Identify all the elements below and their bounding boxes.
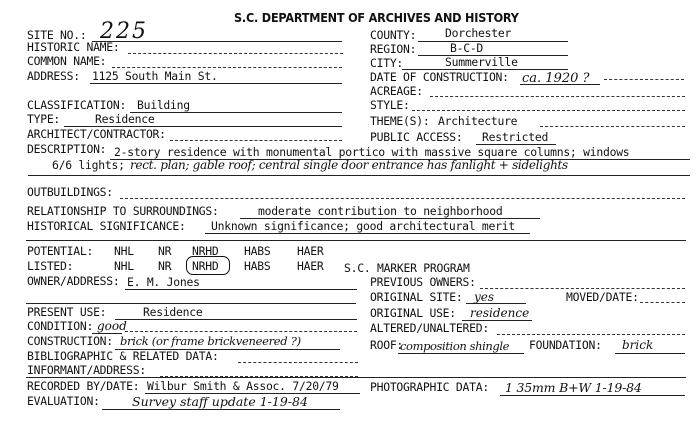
description-line2: 6/6 lights;: [52, 158, 125, 172]
listed-habs: HABS: [244, 259, 271, 273]
moved-date-line: [640, 302, 685, 303]
evaluation-value: Survey staff update 1-19-84: [132, 394, 308, 409]
listed-nhl: NHL: [114, 259, 134, 273]
previous-owners-label: PREVIOUS OWNERS:: [370, 275, 476, 289]
marker-program: S.C. MARKER PROGRAM: [344, 261, 470, 275]
date-construction-value: ca. 1920 ?: [522, 71, 590, 86]
altered-label: ALTERED/UNALTERED:: [370, 321, 489, 335]
previous-owners-line: [480, 288, 685, 289]
recorded-by-value: Wilbur Smith & Assoc. 7/20/79: [147, 379, 339, 393]
photographic-label: PHOTOGRAPHIC DATA:: [370, 380, 489, 394]
date-construction-line: [520, 84, 600, 85]
listed-label: LISTED:: [27, 259, 74, 273]
architect-line: [170, 140, 342, 141]
foundation-label: FOUNDATION:: [529, 338, 602, 352]
classification-value: Building: [137, 98, 190, 112]
listed-haer: HAER: [297, 259, 324, 273]
public-access-label: PUBLIC ACCESS:: [370, 130, 463, 144]
county-line: [418, 41, 568, 42]
original-site-line: [466, 303, 526, 304]
original-use-value: residence: [470, 306, 530, 320]
date-construction-label: DATE OF CONSTRUCTION:: [370, 70, 509, 84]
potential-nrhd: NRHD: [192, 244, 219, 258]
address-label: ADDRESS:: [27, 69, 80, 83]
condition-value: good: [97, 319, 127, 333]
owner-label: OWNER/ADDRESS:: [27, 274, 120, 288]
public-access-value: Restricted: [482, 130, 549, 144]
roof-label: ROOF:: [370, 338, 404, 352]
bottom-divider: [26, 377, 686, 378]
themes-value: Architecture: [438, 114, 518, 128]
architect-label: ARCHITECT/CONTRACTOR:: [27, 127, 166, 141]
evaluation-label: EVALUATION:: [27, 394, 100, 408]
address-value: 1125 South Main St.: [92, 69, 218, 83]
type-value: Residence: [95, 112, 155, 126]
foundation-value: brick: [622, 338, 654, 352]
photographic-line: [500, 395, 685, 396]
construction-label: CONSTRUCTION:: [27, 334, 113, 348]
owner-divider: [26, 303, 356, 304]
city-label: CITY:: [370, 56, 404, 70]
foundation-line: [615, 353, 685, 354]
informant-label: INFORMANT/ADDRESS:: [27, 363, 146, 377]
original-use-label: ORIGINAL USE:: [370, 306, 456, 320]
potential-haer: HAER: [297, 244, 324, 258]
description-label: DESCRIPTION:: [27, 142, 107, 156]
moved-date-label: MOVED/DATE:: [566, 290, 639, 304]
potential-nhl: NHL: [114, 244, 134, 258]
evaluation-line: [102, 409, 340, 410]
significance-label: HISTORICAL SIGNIFICANCE:: [27, 219, 186, 233]
classification-line: [130, 112, 342, 113]
condition-label: CONDITION:: [27, 319, 94, 333]
themes-line: [540, 126, 685, 127]
site-no-value: 225: [100, 19, 148, 44]
outbuildings-label: OUTBUILDINGS:: [27, 185, 113, 199]
listed-nrhd: NRHD: [192, 259, 219, 273]
city-value: Summerville: [445, 55, 518, 69]
owner-line: [125, 289, 357, 290]
section-divider: [26, 240, 686, 241]
outbuildings-line: [120, 198, 685, 199]
significance-value: Unknown significance; good architectural merit: [211, 219, 515, 233]
original-site-label: ORIGINAL SITE:: [370, 290, 463, 304]
present-use-line: [115, 319, 357, 320]
acreage-label: ACREAGE:: [370, 84, 423, 98]
date-construction-dashes: [604, 79, 684, 80]
description-handwritten: rect. plan; gable roof; central single door entrance has fanlight + sidelights: [130, 158, 568, 172]
region-label: REGION:: [370, 42, 417, 56]
potential-habs: HABS: [244, 244, 271, 258]
significance-line: [205, 233, 530, 234]
form-title: S.C. DEPARTMENT OF ARCHIVES AND HISTORY: [234, 10, 519, 25]
owner-value: E. M. Jones: [127, 275, 200, 289]
recorded-by-label: RECORDED BY/DATE:: [27, 379, 140, 393]
altered-line: [497, 334, 685, 335]
classification-label: CLASSIFICATION:: [27, 98, 127, 112]
potential-nr: NR: [158, 244, 172, 258]
potential-label: POTENTIAL:: [27, 244, 94, 258]
site-no-label: SITE NO.:: [27, 28, 87, 42]
style-line: [412, 110, 685, 111]
address-line: [90, 83, 342, 84]
description-underline2: [28, 175, 690, 176]
roof-value: composition shingle: [400, 339, 510, 353]
county-label: COUNTY:: [370, 28, 417, 42]
county-value: Dorchester: [445, 26, 512, 40]
common-name-label: COMMON NAME:: [27, 54, 107, 68]
original-site-value: yes: [474, 290, 495, 304]
condition-dashes: [125, 331, 357, 332]
type-label: TYPE:: [27, 112, 61, 126]
historic-name-line: [128, 53, 343, 54]
description-line1: 2-story residence with monumental portico with massive square columns; windows: [114, 145, 630, 159]
listed-nr: NR: [158, 259, 172, 273]
acreage-line: [430, 96, 685, 97]
historic-name-label: HISTORIC NAME:: [27, 40, 120, 54]
relationship-label: RELATIONSHIP TO SURROUNDINGS:: [27, 204, 219, 218]
themes-label: THEME(S):: [370, 114, 430, 128]
present-use-value: Residence: [143, 305, 203, 319]
bibliographic-line: [238, 362, 358, 363]
bibliographic-label: BIBLIOGRAPHIC & RELATED DATA:: [27, 349, 219, 363]
region-value: B-C-D: [450, 41, 484, 55]
relationship-value: moderate contribution to neighborhood: [258, 204, 503, 218]
construction-value: brick (or frame brickveneered ?): [120, 334, 301, 348]
photographic-value: 1 35mm B+W 1-19-84: [505, 380, 642, 395]
common-name-line: [112, 67, 342, 68]
site-no-line: [92, 41, 342, 42]
style-label: STYLE:: [370, 98, 410, 112]
present-use-label: PRESENT USE:: [27, 305, 107, 319]
roof-line: [398, 353, 524, 354]
